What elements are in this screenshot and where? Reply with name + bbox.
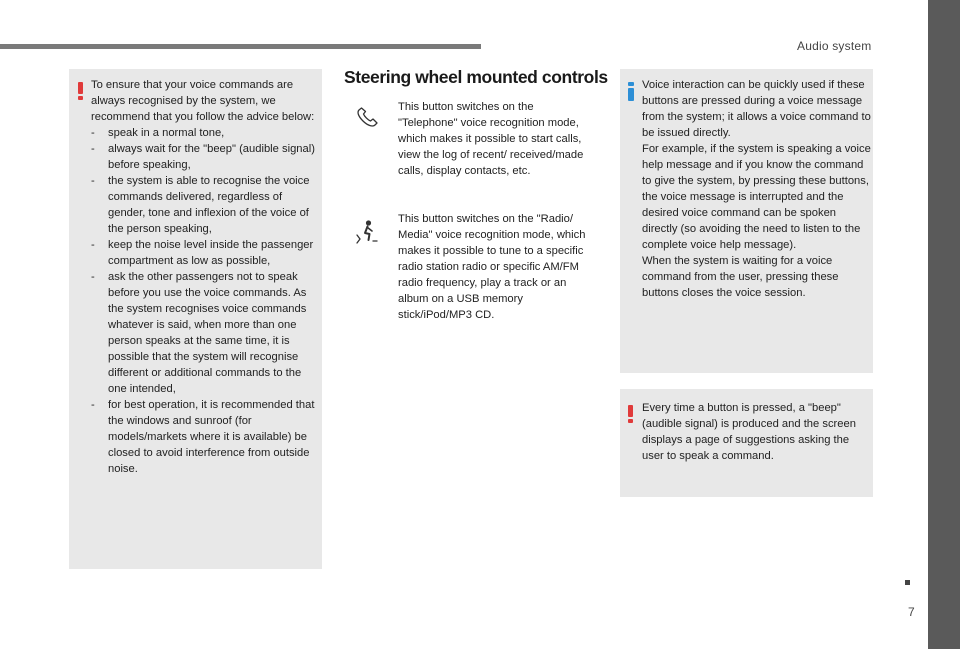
telephone-icon [355, 106, 381, 128]
end-of-section-marker [905, 580, 910, 585]
list-item: - ask the other passengers not to speak before you use the voice commands. As the system recognises voice commands whatever is said, when more than one person speaks at the same time, it is possible that the system will recognise different or additional commands to the one intended, [91, 269, 317, 397]
voice-advice-text [91, 77, 317, 477]
page-heading: Steering wheel mounted controls [344, 67, 608, 87]
exclamation-icon [628, 405, 633, 423]
radio-media-mode-text: This button switches on the "Radio/ Media" voice recognition mode, which makes it possible to tune to a specific radio station radio or specific AM/FM radio frequency, play a track or an album on a USB memory stick/iPod/MP3 CD. [398, 213, 586, 321]
voice-advice-intro: To ensure that your voice commands are always recognised by the system, we recommend that you follow the advice below: [91, 79, 315, 123]
exclamation-icon [78, 82, 83, 100]
list-item: - keep the noise level inside the passenger compartment as low as possible, [91, 237, 317, 269]
list-item: - always wait for the "beep" (audible signal) before speaking, [91, 141, 317, 173]
info-icon [628, 82, 634, 101]
list-item: - for best operation, it is recommended that the windows and sunroof (for models/markets where it is available) be closed to avoid interference from outside noise. [91, 397, 317, 477]
beep-warning-text: Every time a button is pressed, a "beep" (audible signal) is produced and the screen displays a page of suggestions asking the user to speak a command. [642, 402, 856, 462]
voice-advice-list [91, 125, 317, 477]
chapter-side-bar [928, 0, 960, 649]
header-rule [0, 44, 481, 49]
section-title: Audio system [797, 39, 872, 53]
page-number: 7 [908, 605, 915, 619]
voice-command-icon [355, 219, 379, 245]
voice-interaction-text: Voice interaction can be quickly used if these buttons are pressed during a voice message from the system; it allows a voice command to be issued directly. For example, if the system is speaking a voice help message and if you know the command to give the system, by pressing these buttons, the voice message is interrupted and the desired voice command can be spoken directly (so avoiding the need to listen to the complete voice help message). When the system is waiting for a voice command from the user, pressing these buttons closes the voice session. [642, 79, 871, 299]
list-item: - speak in a normal tone, [91, 125, 317, 141]
telephone-mode-text: This button switches on the "Telephone" voice recognition mode, which makes it possible to start calls, view the log of recent/ received/made calls, display contacts, etc. [398, 101, 584, 177]
list-item: - the system is able to recognise the voice commands delivered, regardless of gender, tone and inflexion of the voice of the person speaking, [91, 173, 317, 237]
